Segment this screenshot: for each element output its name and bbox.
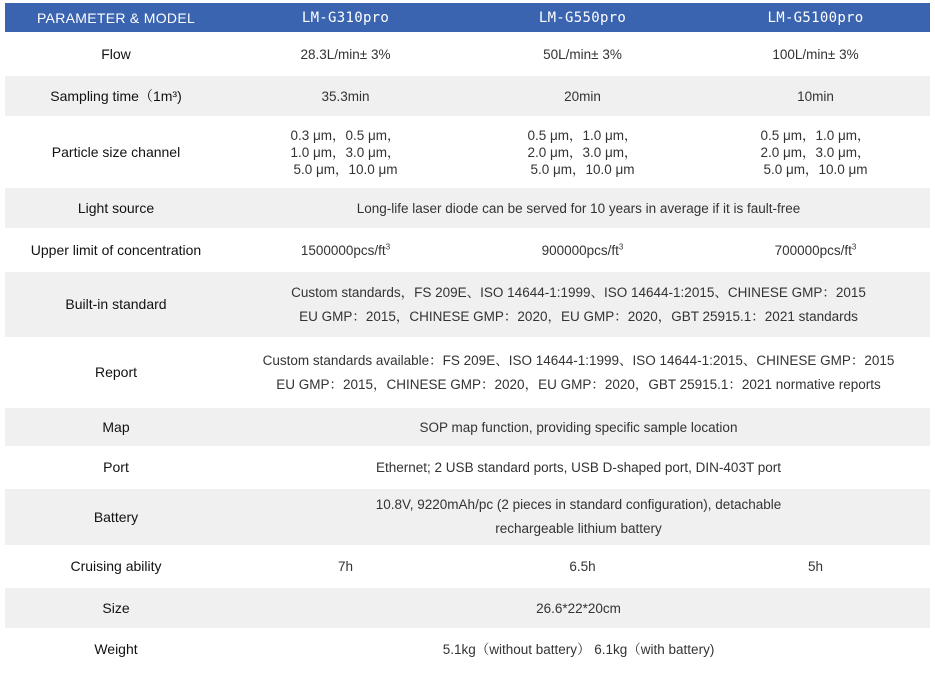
particle-line: 2.0 μm，3.0 μm， bbox=[527, 144, 638, 160]
row-label-light-source: Light source bbox=[5, 186, 227, 228]
row-label-sampling-time: Sampling time（1m³) bbox=[5, 74, 227, 116]
row-sampling-time bbox=[5, 74, 930, 116]
builtin-standard-line: Custom standards，FS 209E、ISO 14644-1:1999、ISO 14644-1:2015、CHINESE GMP：2015 bbox=[291, 284, 866, 300]
light-source-value: Long-life laser diode can be served for 10 years in average if it is fault-free bbox=[227, 186, 930, 228]
row-label-size: Size bbox=[5, 586, 227, 628]
row-flow bbox=[5, 32, 930, 74]
header-model-g5100: LM-G5100pro bbox=[701, 3, 930, 32]
flow-value-g5100: 100L/min± 3% bbox=[701, 32, 930, 74]
particle-value-g310 bbox=[227, 116, 464, 186]
row-label-cruising: Cruising ability bbox=[5, 545, 227, 586]
row-label-upper-limit: Upper limit of concentration bbox=[5, 228, 227, 270]
row-upper-limit bbox=[5, 228, 930, 270]
row-cruising bbox=[5, 545, 930, 586]
report-line: EU GMP：2015，CHINESE GMP：2020，EU GMP：2020，GBT 25915.1：2021 normative reports bbox=[276, 376, 881, 392]
header-model-g550: LM-G550pro bbox=[464, 3, 701, 32]
sampling-value-g5100: 10min bbox=[701, 74, 930, 116]
row-label-particle-channel: Particle size channel bbox=[5, 116, 227, 186]
particle-line: 2.0 μm，3.0 μm， bbox=[760, 144, 871, 160]
row-light-source bbox=[5, 186, 930, 228]
row-label-report: Report bbox=[5, 337, 227, 406]
particle-line: 5.0 μm，10.0 μm bbox=[293, 161, 398, 177]
upper-limit-g5100 bbox=[701, 228, 930, 270]
builtin-standard-value bbox=[227, 270, 930, 337]
cruising-value-g310: 7h bbox=[227, 545, 464, 586]
header-parameter: PARAMETER & MODEL bbox=[5, 3, 227, 32]
particle-line: 5.0 μm，10.0 μm bbox=[763, 161, 868, 177]
size-value: 26.6*22*20cm bbox=[227, 586, 930, 628]
particle-line: 0.5 μm，1.0 μm， bbox=[760, 127, 871, 143]
port-value: Ethernet; 2 USB standard ports, USB D-shaped port, DIN-403T port bbox=[227, 446, 930, 487]
particle-line: 0.3 μm，0.5 μm， bbox=[290, 127, 401, 143]
row-report bbox=[5, 337, 930, 406]
row-label-weight: Weight bbox=[5, 628, 227, 668]
row-builtin-standard bbox=[5, 270, 930, 337]
upper-limit-value: 1500000pcs/ft bbox=[300, 242, 386, 258]
upper-limit-value: 900000pcs/ft bbox=[541, 242, 619, 258]
particle-value-g550 bbox=[464, 116, 701, 186]
row-map bbox=[5, 406, 930, 446]
flow-value-g550: 50L/min± 3% bbox=[464, 32, 701, 74]
report-value bbox=[227, 337, 930, 406]
particle-value-g5100 bbox=[701, 116, 930, 186]
battery-value bbox=[227, 487, 930, 545]
flow-value-g310: 28.3L/min± 3% bbox=[227, 32, 464, 74]
row-weight bbox=[5, 628, 930, 668]
row-label-flow: Flow bbox=[5, 32, 227, 74]
sampling-value-g550: 20min bbox=[464, 74, 701, 116]
particle-line: 1.0 μm，3.0 μm， bbox=[290, 144, 401, 160]
row-battery bbox=[5, 487, 930, 545]
row-label-map: Map bbox=[5, 406, 227, 446]
upper-limit-g310 bbox=[227, 228, 464, 270]
row-label-port: Port bbox=[5, 446, 227, 487]
particle-line: 5.0 μm，10.0 μm bbox=[530, 161, 635, 177]
row-label-builtin-standard: Built-in standard bbox=[5, 270, 227, 337]
header-model-g310: LM-G310pro bbox=[227, 3, 464, 32]
row-label-battery: Battery bbox=[5, 487, 227, 545]
unit-exponent: 3 bbox=[851, 242, 857, 251]
sampling-value-g310: 35.3min bbox=[227, 74, 464, 116]
unit-exponent: 3 bbox=[618, 242, 624, 251]
weight-value: 5.1kg（without battery） 6.1kg（with battery) bbox=[227, 628, 930, 668]
upper-limit-g550 bbox=[464, 228, 701, 270]
builtin-standard-line: EU GMP：2015，CHINESE GMP：2020，EU GMP：2020，GBT 25915.1：2021 standards bbox=[299, 308, 858, 324]
row-port bbox=[5, 446, 930, 487]
battery-line: rechargeable lithium battery bbox=[495, 521, 662, 536]
unit-exponent: 3 bbox=[385, 242, 391, 251]
upper-limit-value: 700000pcs/ft bbox=[774, 242, 852, 258]
row-particle-channel bbox=[5, 116, 930, 186]
header-row bbox=[5, 3, 930, 32]
spec-table bbox=[5, 3, 930, 668]
cruising-value-g550: 6.5h bbox=[464, 545, 701, 586]
particle-line: 0.5 μm，1.0 μm， bbox=[527, 127, 638, 143]
battery-line: 10.8V, 9220mAh/pc (2 pieces in standard configuration), detachable bbox=[375, 497, 782, 512]
report-line: Custom standards available：FS 209E、ISO 14644-1:1999、ISO 14644-1:2015、CHINESE GMP：2015 bbox=[262, 352, 895, 368]
row-size bbox=[5, 586, 930, 628]
map-value: SOP map function, providing specific sample location bbox=[227, 406, 930, 446]
cruising-value-g5100: 5h bbox=[701, 545, 930, 586]
